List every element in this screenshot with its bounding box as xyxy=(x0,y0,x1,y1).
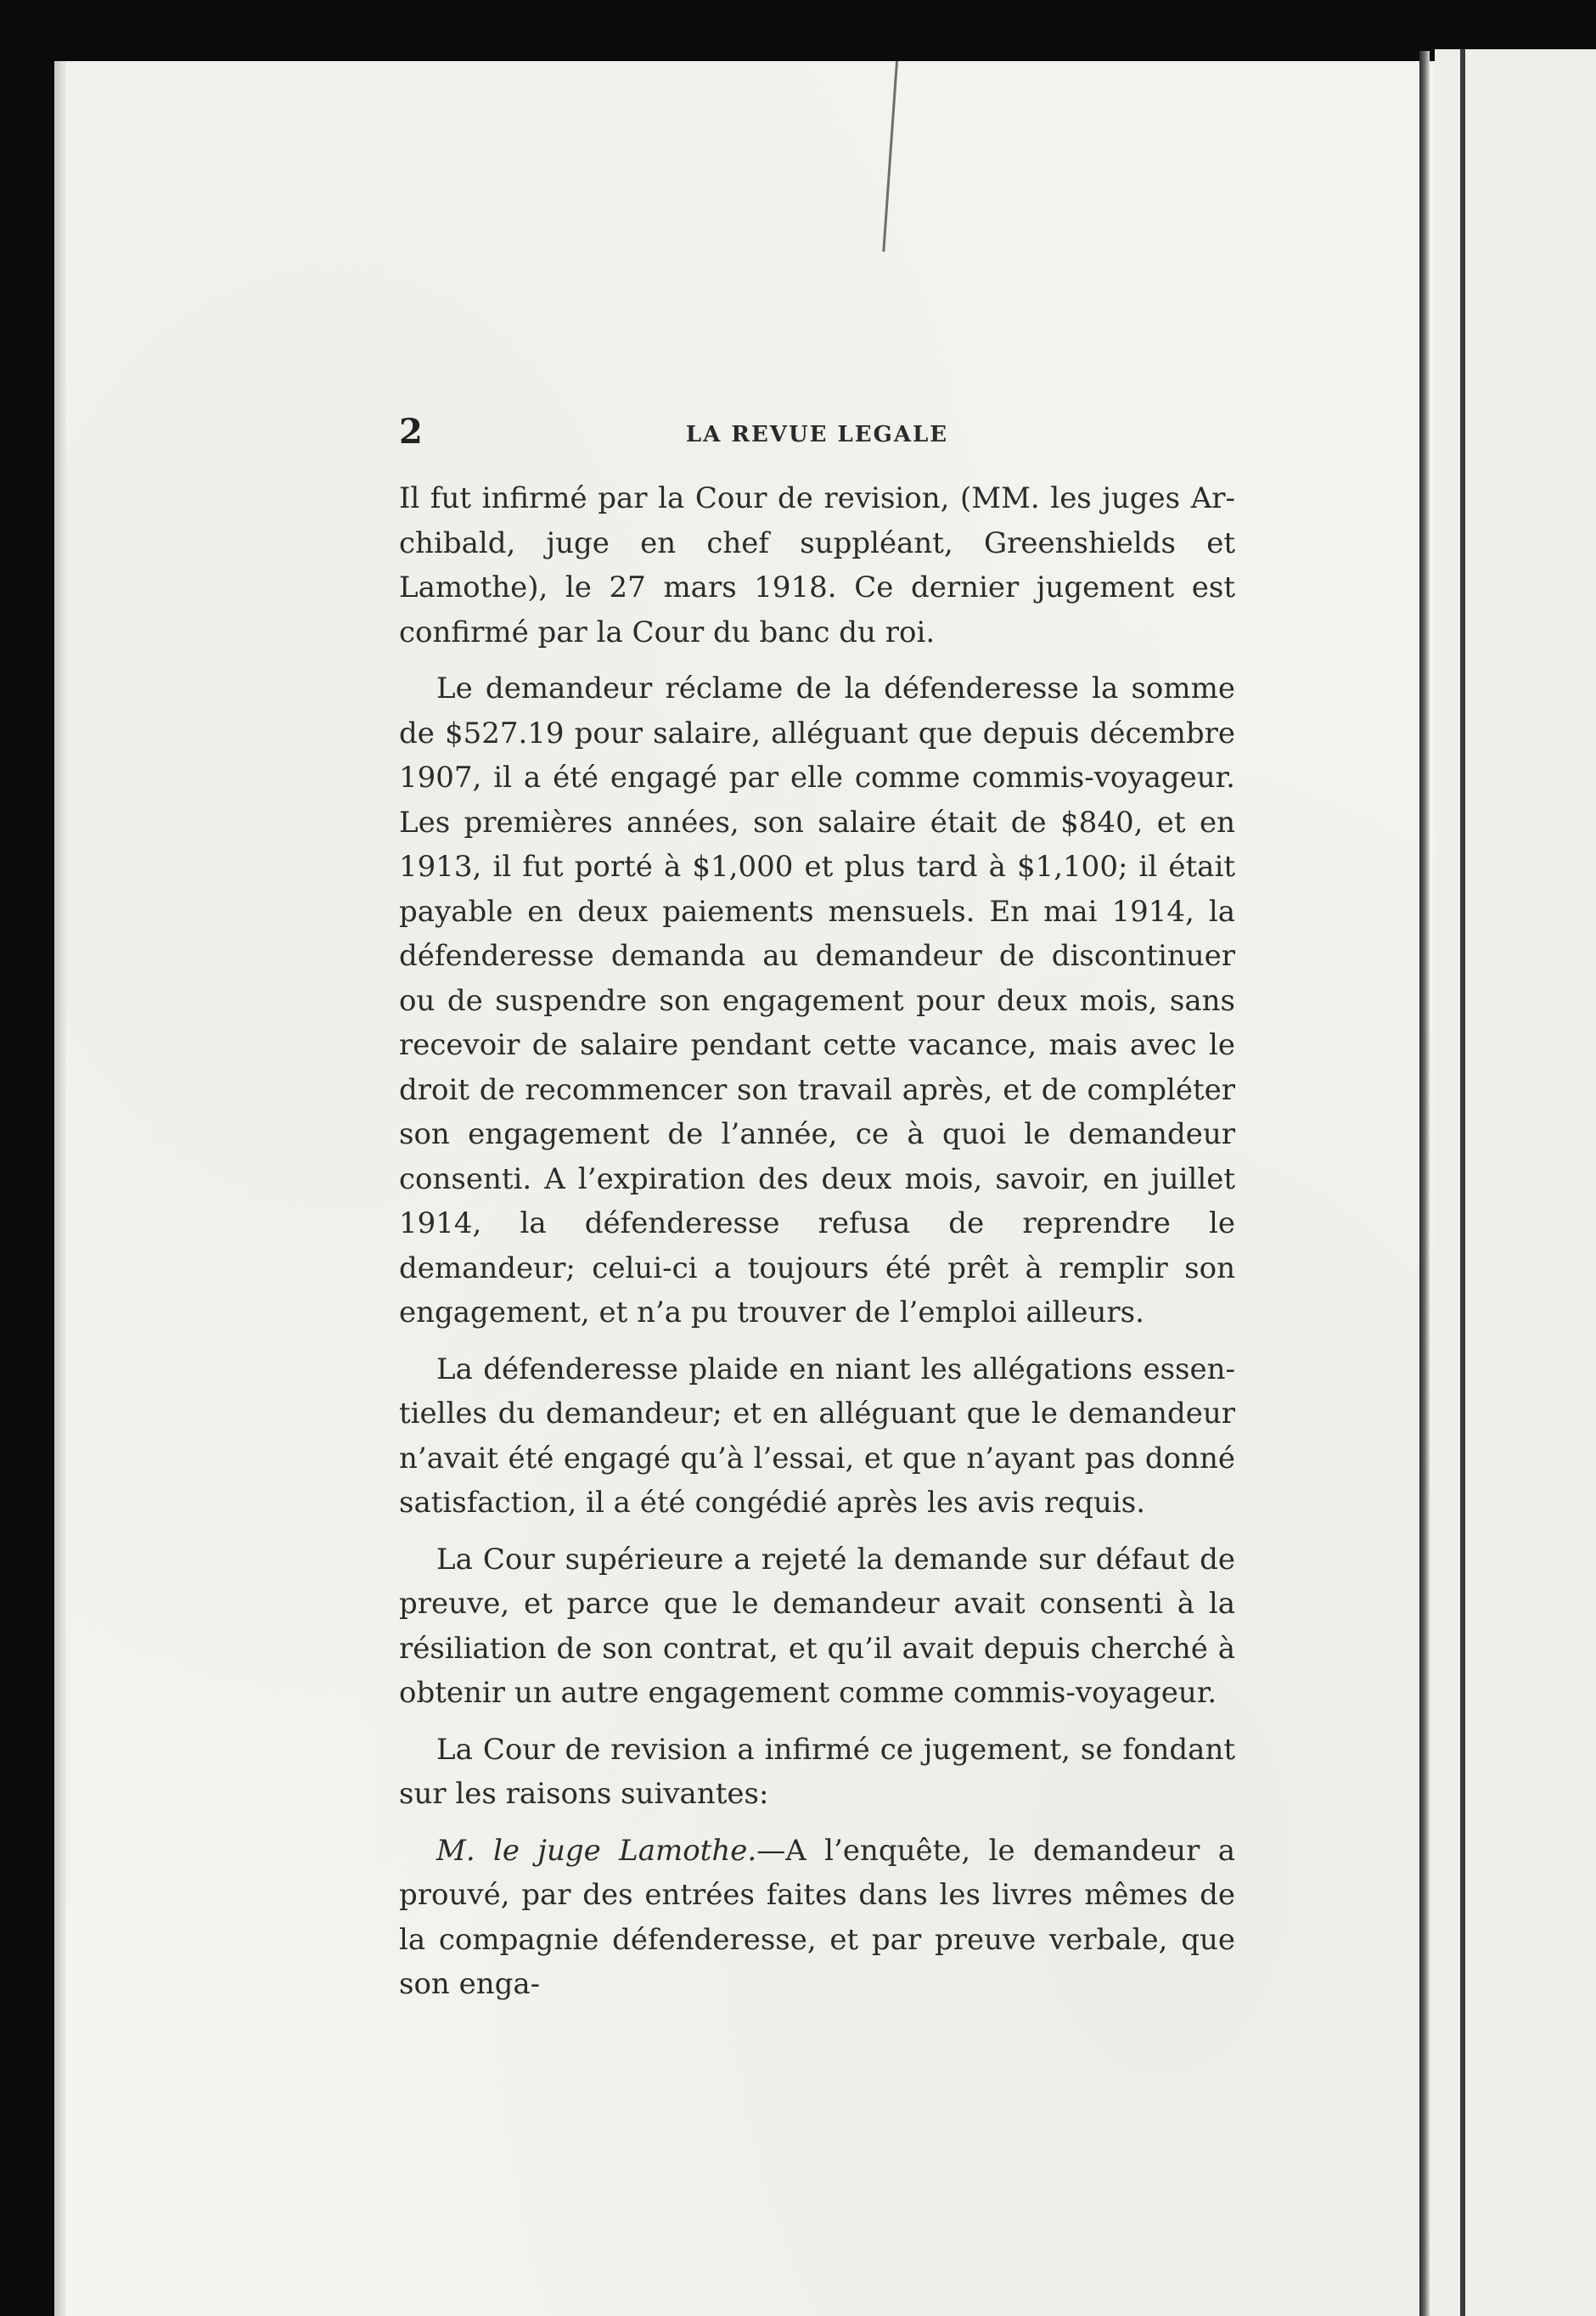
paragraph-3: La défenderesse plaide en niant les allégations essentielles du demandeur; et en alléguant que le demandeur n’avait été engagé qu’à l’essai, et que n’ayant pas donné satisfaction, il a été congédié après les avis requis. xyxy=(399,1352,1235,1520)
text-block xyxy=(399,412,1235,2019)
page-header xyxy=(399,412,1235,463)
adjacent-page-edge xyxy=(1460,49,1465,2316)
paragraph-4: La Cour supérieure a rejeté la demande sur défaut de preuve, et parce que le demandeur avait consenti à la résiliation de son contrat, et qu’il avait depuis cherché à obtenir un autre engagement comme commis-voyageur. xyxy=(399,1542,1235,1710)
judge-name: M. le juge Lamothe. xyxy=(436,1833,757,1868)
paragraph-2: Le demandeur réclame de la défenderesse la somme de $527.19 pour salaire, alléguant que depuis décembre 1907, il a été engagé par elle comme commis-voyageur. Les premières années, son salaire était de $840, et en 1913, il fut porté à $1,000 et plus tard à $1,100; il était payable en deux paiements mensuels. En mai 1914, la défenderesse demanda au demandeur de discontinuer ou de suspendre son engagement pour deux mois, sans recevoir de salaire pendant cette vacance, mais avec le droit de recommencer son travail après, et de compléter son engagement de l’année, ce à quoi le demandeur consenti. A l’expiration des deux mois, savoir, en juillet 1914, la défenderesse refusa de reprendre le demandeur; celui-ci a toujours été prêt à remplir son engagement, et n’a pu trouver de l’emploi ailleurs. xyxy=(399,672,1235,1329)
binding-fold xyxy=(1419,51,1430,2316)
paragraph-5: La Cour de revision a infirmé ce jugement, se fondant sur les raisons suivantes: xyxy=(399,1732,1235,1811)
paragraph-6 xyxy=(399,1829,1235,2007)
adjacent-page xyxy=(1435,49,1596,2316)
running-head: LA REVUE LEGALE xyxy=(685,422,949,447)
page-left-edge xyxy=(54,61,66,2316)
page-number: 2 xyxy=(399,412,423,452)
paragraph-6-text: —A l’enquête, le demandeur a prouvé, par des entrées faites dans les livres mêmes de la compagnie défenderesse, et par preuve verbale, que son enga- xyxy=(399,1833,1235,2001)
paragraph-1: Il fut infirmé par la Cour de revision, (MM. les juges Archibald, juge en chef suppléant, Greenshields et Lamothe), le 27 mars 1918. Ce dernier jugement est confirmé par la Cour du banc du roi. xyxy=(399,481,1235,649)
